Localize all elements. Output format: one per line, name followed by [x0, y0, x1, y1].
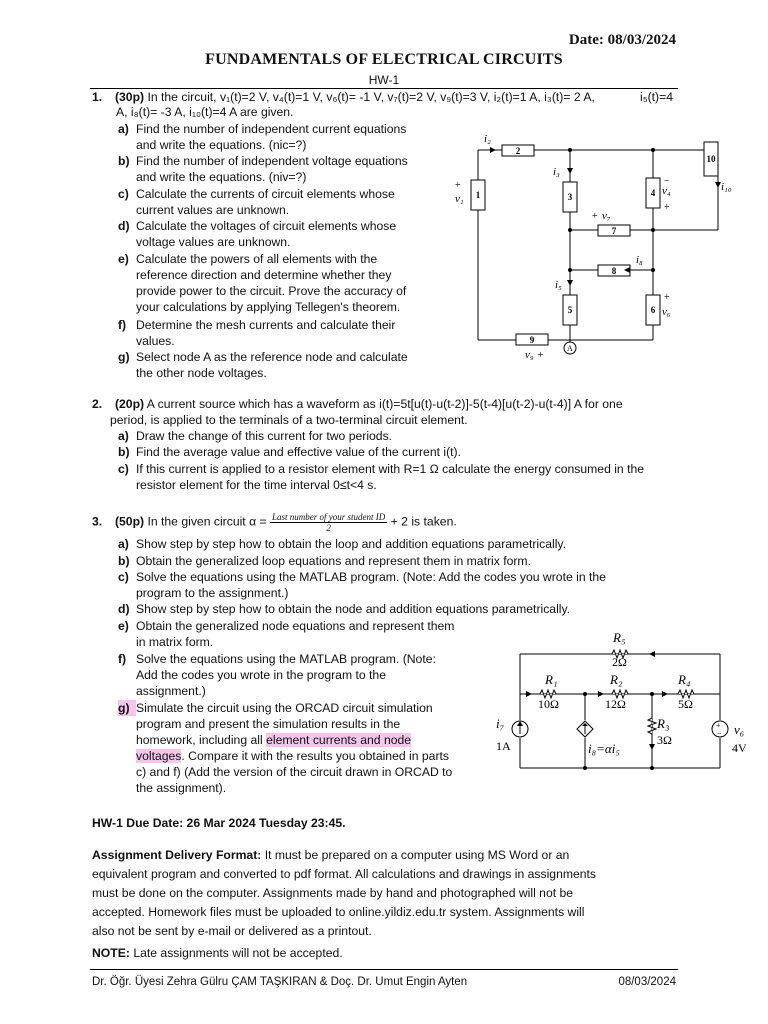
delivery-format: Assignment Delivery Format: It must be prepared on a computer using MS Word or an equivalent program and converted to pdf format. All calculations and drawings in assignments must be done on the computer. Assignments made by hand and photographed will not be accepted. Homework files must be uploaded to online.yildiz.edu.tr system. Assignments will also not be sent by e-mail or delivered as a printout. — [92, 848, 597, 938]
r2-label: R₂ — [610, 672, 623, 687]
highlight-node-voltages: voltages — [136, 749, 182, 763]
q1-item-g: g) Select node A as the reference node and calculate the other node voltages. — [118, 350, 408, 380]
q2-item-c: c) If this current is applied to a resistor element with R=1 Ω calculate the energy consumed in the resistor element for the time interval 0≤t<4 s. — [118, 462, 645, 492]
i7-value: 1A — [496, 739, 511, 753]
element-7-label: 7 — [611, 226, 617, 236]
v6-source-plus: + — [716, 721, 721, 730]
element-10-label: 10 — [706, 154, 716, 164]
due-date: HW-1 Due Date: 26 Mar 2024 Tuesday 23:45. — [92, 816, 346, 830]
fraction-numerator: Last number of your student ID — [272, 512, 386, 522]
q1-intro-line1: In the circuit, v₁(t)=2 V, v₄(t)=1 V, v₆(t)= -1 V, v₇(t)=2 V, v₉(t)=3 V, i₂(t)=1 A, i₃(t)= 2 A, — [147, 90, 595, 104]
label-i10: i₁₀ — [721, 181, 732, 193]
q2-line1: A current source which has a waveform as i(t)=5t[u(t)-u(t-2)]-5(t-4)[u(t-2)-u(t-4)] A for one — [146, 397, 623, 411]
q2-item-a: a) Draw the change of this current for two periods. — [118, 429, 393, 443]
q1-item-f: f) Determine the mesh currents and calculate their values. — [118, 318, 396, 348]
date: Date: 08/03/2024 — [568, 32, 676, 48]
v7-plus: + — [592, 211, 598, 222]
page-title: FUNDAMENTALS OF ELECTRICAL CIRCUITS — [205, 51, 563, 68]
q1-intro-line2: A, i₈(t)= -3 A, i₁₀(t)=4 A are given. — [116, 105, 294, 119]
q2-line2: period, is applied to the terminals of a two-terminal circuit element. — [110, 413, 468, 427]
highlight-element-currents: element currents and node — [266, 733, 412, 747]
q1-item-e: e) Calculate the powers of all elements with the reference direction and determine whether they provide power to the circuit. Prove the accuracy of your calculations by applying Tellegen's theorem. — [118, 252, 407, 314]
element-6-label: 6 — [650, 305, 656, 315]
element-2-label: 2 — [515, 146, 521, 156]
element-3-label: 3 — [567, 192, 573, 202]
label-i8: i₈ — [636, 254, 643, 266]
q3-item-e: e) Obtain the generalized node equations and represent them in matrix form. — [118, 619, 455, 649]
q1-intro-i5: i₅(t)=4 — [640, 90, 674, 104]
element-8-label: 8 — [611, 266, 617, 276]
fraction-denominator: 2 — [326, 523, 331, 533]
note: NOTE: Late assignments will not be accepted. — [92, 946, 343, 960]
circuit-3-diagram — [490, 624, 760, 774]
r1-value: 10Ω — [538, 697, 559, 711]
r2-value: 12Ω — [605, 697, 626, 711]
footer-rule — [90, 969, 678, 970]
q2-item-b: b) Find the average value and effective value of the current i(t). — [118, 445, 461, 459]
label-v9: v₉ + — [525, 349, 544, 361]
v1-plus: + — [455, 180, 461, 191]
element-1-label: 1 — [475, 190, 481, 200]
r5-value: 2Ω — [612, 655, 627, 669]
q3-item-g: g) Simulate the circuit using the ORCAD circuit simulation program and present the simulation results in the homework, including all element currents and node voltages. Compare it with the results you obtained in parts c) and f) (Add the version of the circuit drawn in ORCAD to the assignment). — [118, 701, 453, 795]
label-v1: v₁ — [455, 193, 464, 205]
q1-number: 1. — [92, 90, 103, 104]
q2-points: (20p) — [114, 397, 145, 411]
q3-item-c: c) Solve the equations using the MATLAB program. (Note: Add the codes you wrote in the program to the assignment.) — [118, 570, 606, 600]
v4-minus: − — [664, 176, 670, 187]
footer-date: 08/03/2024 — [618, 976, 676, 988]
v6-source-minus: − — [717, 729, 722, 738]
element-9-label: 9 — [529, 335, 535, 345]
label-v6: v₆ — [662, 306, 671, 318]
q3-number: 3. — [92, 514, 103, 529]
r4-value: 5Ω — [678, 697, 693, 711]
v6-plus: + — [664, 292, 670, 303]
element-4-label: 4 — [650, 188, 656, 198]
r5-label: R₅ — [613, 630, 626, 645]
label-node-a: A — [567, 344, 573, 353]
label-v7: v₇ — [602, 210, 611, 222]
label-i5: i₅ — [555, 279, 562, 291]
r3-label: R₃ — [657, 716, 670, 731]
q2-intro — [92, 396, 682, 412]
q3-item-f: f) Solve the equations using the MATLAB program. (Note: Add the codes you wrote in the program to the assignment.) — [118, 652, 436, 698]
q1-points: (30p) — [114, 90, 145, 104]
q1-item-c: c) Calculate the currents of circuit elements whose current values are unknown. — [118, 187, 395, 217]
v6-value: 4V — [732, 741, 747, 755]
r4-label: R₄ — [678, 672, 691, 687]
v4-plus: + — [664, 202, 670, 213]
q3-item-b: b) Obtain the generalized loop equations and represent them in matrix form. — [118, 554, 531, 568]
q3-points: (50p) — [114, 514, 145, 529]
q1-item-d: d) Calculate the voltages of circuit elements whose voltage values are unknown. — [118, 219, 397, 249]
q1-item-b: b) Find the number of independent voltage equations and write the equations. (niv=?) — [118, 154, 408, 184]
subtitle: HW-1 — [368, 73, 400, 87]
label-i2: i₂ — [484, 133, 491, 145]
q3-intro-end: + 2 is taken. — [390, 514, 457, 529]
q3-alpha-label: In the given circuit α = — [147, 514, 267, 529]
v6-label: v₆ — [734, 722, 745, 737]
element-5-label: 5 — [567, 305, 573, 315]
circuit-1-diagram — [440, 120, 740, 370]
q1-intro — [92, 89, 682, 105]
q3-item-a: a) Show step by step how to obtain the loop and addition equations parametrically. — [118, 537, 566, 551]
alpha-fraction — [270, 512, 387, 533]
q3-intro — [92, 512, 682, 533]
q2-number: 2. — [92, 397, 103, 411]
r1-label: R₁ — [545, 672, 558, 687]
label-i3: i₃ — [553, 166, 560, 178]
authors: Dr. Öğr. Üyesi Zehra Gülru ÇAM TAŞKIRAN & Doç. Dr. Umut Engin Ayten — [92, 976, 468, 988]
i8-label: i₈=αi₅ — [588, 741, 620, 756]
i7-label: i₇ — [496, 716, 505, 731]
q1-item-a: a) Find the number of independent current equations and write the equations. (nic=?) — [118, 122, 407, 152]
r3-value: 3Ω — [657, 733, 672, 747]
q3-item-d: d) Show step by step how to obtain the node and addition equations parametrically. — [118, 602, 571, 616]
label-v4: v₄ — [662, 185, 671, 197]
